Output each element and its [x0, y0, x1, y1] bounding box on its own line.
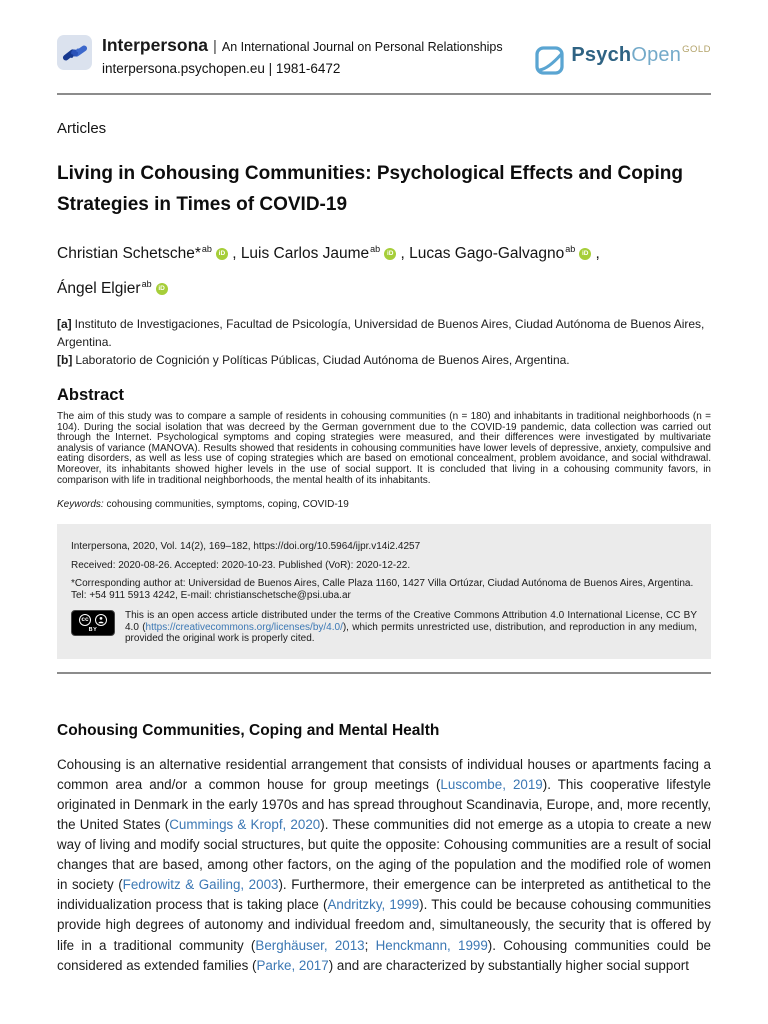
journal-title-block: [102, 34, 503, 76]
journal-masthead: [57, 34, 711, 80]
section-heading: Cohousing Communities, Coping and Mental Health: [57, 721, 440, 739]
header-divider: [57, 93, 711, 95]
abstract-heading: Abstract: [57, 386, 124, 404]
orcid-icon[interactable]: iD: [156, 283, 168, 295]
author: Luis Carlos Jaume$^{ab}$ iD: [241, 245, 396, 262]
body-paragraph: Cohousing is an alternative residential arrangement that consists of individual houses or apartments facing a common area and/or a common house for group meetings (Luscombe, 2019). This cooperative lifestyle originated in Denmark in the early 1970s and has spread throughout Scandinavia, Europe, and, more recently, the United States (Cummings & Kropf, 2020). These communities did not emerge as a utopia to create a new way of living and modify social structures, but quite the opposite: Cohousing communities are a result of social changes that are based, among other factors, on the aging of the population and the modified role of women in society (Fedrowitz & Gailing, 2003). Furthermore, their emergence can be interpreted as antithetical to the individualization process that is taking place (Andritzky, 1999). This could be because cohousing communities provide high degrees of autonomy and individual freedom and, simultaneously, the security that is offered by life in a traditional community (Berghäuser, 2013; Henckmann, 1999). Cohousing communities could be considered as extended families (Parke, 2017) and are characterized by substantially higher social support: [57, 756, 711, 973]
paper-title: Living in Cohousing Communities: Psychological Effects and Coping Strategies in Times of COVID-19: [57, 163, 683, 215]
author: Lucas Gago-Galvagno$^{ab}$ iD: [409, 245, 591, 262]
journal-url-issn: interpersona.psychopen.eu | 1981-6472: [102, 61, 341, 76]
citation-link[interactable]: Berghäuser, 2013: [255, 937, 365, 953]
gold-badge: GOLD: [682, 44, 711, 55]
citation-link[interactable]: Cummings & Kropf, 2020: [169, 816, 321, 832]
article-meta-box: [57, 524, 711, 659]
affiliation-list: [57, 315, 711, 369]
citation-line: Interpersona, 2020, Vol. 14(2), 169–182, https://doi.org/10.5964/ijpr.v14i2.4257: [71, 541, 421, 553]
psychopen-logo: [535, 44, 711, 80]
handshake-icon: [57, 35, 92, 70]
person-icon: [95, 614, 107, 626]
cc-icon: cc: [79, 614, 91, 626]
author-list: Christian Schetsche*$^{ab}$ iD , Luis Carlos Jaume$^{ab}$ iD , Lucas Gago-Galvagno$^{ab}$ iD , Ángel Elgier$^{ab}$ iD: [57, 244, 600, 297]
cc-by-label: BY: [88, 626, 98, 633]
affiliation: [a] Instituto de Investigaciones, Facultad de Psicología, Universidad de Buenos Aires, Ciudad Autónoma de Buenos Aires, Argentina.: [57, 317, 705, 349]
license-link[interactable]: https://creativecommons.org/licenses/by/4.0/: [145, 621, 343, 633]
citation-link[interactable]: Parke, 2017: [256, 957, 329, 973]
citation-link[interactable]: Andritzky, 1999: [327, 897, 420, 913]
cc-by-badge[interactable]: [71, 610, 115, 636]
affiliation: [b] Laboratorio de Cognición y Políticas Públicas, Ciudad Autónoma de Buenos Aires, Argentina.: [57, 353, 570, 367]
psychopen-wordmark: PsychOpen$^{GOLD}$: [571, 44, 711, 66]
citation-link[interactable]: Fedrowitz & Gailing, 2003: [122, 877, 279, 893]
author: Christian Schetsche*$^{ab}$ iD: [57, 245, 228, 262]
orcid-icon[interactable]: iD: [216, 248, 228, 260]
corresponding-author-line: *Corresponding author at: Universidad de Buenos Aires, Calle Plaza 1160, 1427 Villa Ortúzar, Ciudad Autónoma de Buenos Aires, Argentina. Tel: +54 911 5913 4242, E-mail: christianschetsche@psi.uba.ar: [71, 578, 694, 601]
keywords-text: cohousing communities, symptoms, coping, COVID-19: [106, 499, 349, 511]
orcid-icon[interactable]: iD: [579, 248, 591, 260]
journal-subtitle: An International Journal on Personal Relationships: [221, 40, 503, 54]
psychopen-icon: [535, 46, 564, 80]
journal-name: Interpersona: [102, 35, 208, 55]
citation-link[interactable]: Henckmann, 1999: [375, 937, 488, 953]
citation-link[interactable]: Luscombe, 2019: [440, 776, 543, 792]
license-text: This is an open access article distributed under the terms of the Creative Commons Attribution 4.0 International License, CC BY 4.0 (https://creativecommons.org/licenses/by/4.0/), which permits unrestricted use, distribution, and reproduction in any medium, provided the original work is properly cited.: [125, 610, 697, 645]
separator: |: [213, 38, 217, 55]
keywords-label: Keywords:: [57, 499, 104, 511]
meta-divider: [57, 672, 711, 674]
author: Ángel Elgier$^{ab}$ iD: [57, 280, 168, 297]
abstract-text: The aim of this study was to compare a sample of residents in cohousing communities (n = 180) and inhabitants in traditional neighborhoods (n = 104). During the social isolation that was decreed by the German government due to the COVID-19 pandemic, data collection was carried out through the Internet. Psychological symptoms and coping strategies were measured, and their differences were investigated by multivariate analysis of variance (MANOVA). Results showed that residents in cohousing communities have lower levels of depressive, anxiety, compulsive and eating disorders, as well as less use of coping strategies which are based on emotional concealment, problem avoidance, and social withdrawal. Moreover, its inhabitants showed higher levels in the use of social support. It is concluded that living in a cohousing community favors, in comparison with life in traditional neighborhoods, the mental health of its inhabitants.: [57, 411, 711, 486]
dates-line: Received: 2020-08-26. Accepted: 2020-10-23. Published (VoR): 2020-12-22.: [71, 559, 411, 571]
keywords-line: [57, 499, 711, 510]
license-row: [71, 610, 697, 645]
orcid-icon[interactable]: iD: [384, 248, 396, 260]
section-label: Articles: [57, 120, 107, 137]
